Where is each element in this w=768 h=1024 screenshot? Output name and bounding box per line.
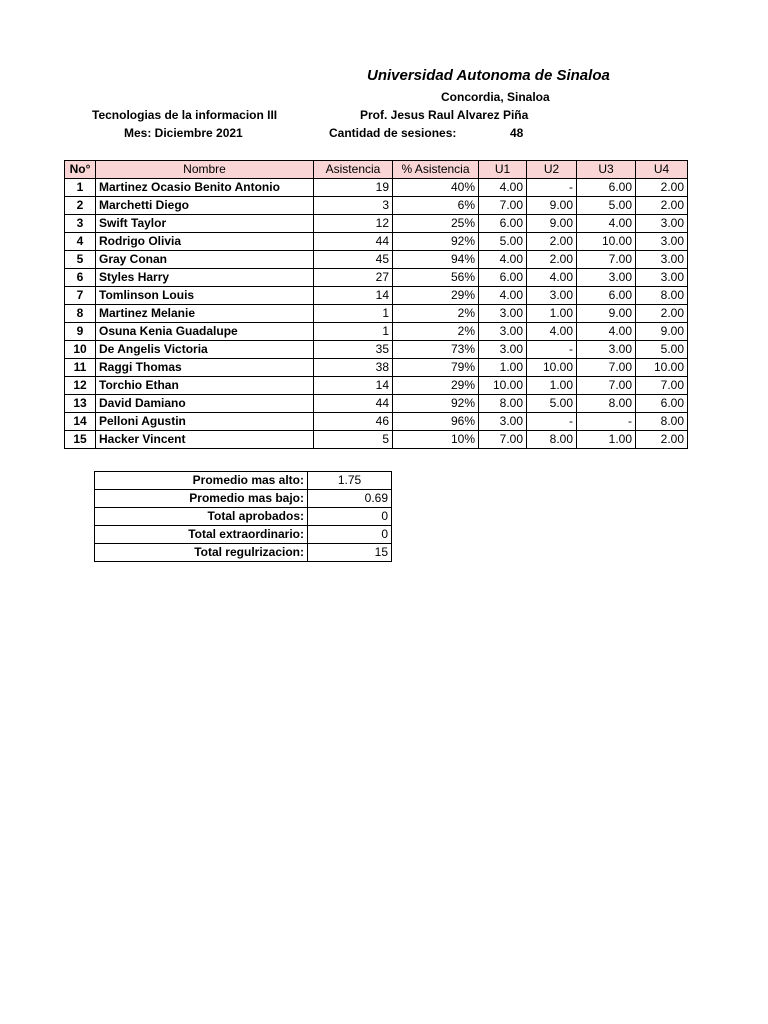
table-row [65,431,688,449]
cell-no: 14 [65,413,96,431]
cell-no: 12 [65,377,96,395]
cell-u3: 3.00 [577,341,636,359]
cell-nombre: Gray Conan [96,251,314,269]
grades-table [64,160,688,449]
cell-nombre: Martinez Melanie [96,305,314,323]
cell-u1: 6.00 [479,269,527,287]
cell-u4: 7.00 [636,377,688,395]
cell-u2: 9.00 [527,215,577,233]
cell-u1: 4.00 [479,251,527,269]
cell-u2: 2.00 [527,233,577,251]
cell-u4: 2.00 [636,197,688,215]
cell-asistencia: 46 [314,413,393,431]
cell-u4: 3.00 [636,269,688,287]
column-header-u3: U3 [577,161,636,179]
column-header-u1: U1 [479,161,527,179]
table-row [65,215,688,233]
cell-pct-asistencia: 29% [393,377,479,395]
column-header-pct-asistencia: % Asistencia [393,161,479,179]
cell-u4: 8.00 [636,287,688,305]
table-row [65,359,688,377]
cell-u1: 4.00 [479,179,527,197]
cell-pct-asistencia: 25% [393,215,479,233]
cell-u3: 9.00 [577,305,636,323]
cell-u2: - [527,413,577,431]
table-row [65,197,688,215]
cell-nombre: Marchetti Diego [96,197,314,215]
cell-u2: 8.00 [527,431,577,449]
table-row [65,377,688,395]
summary-value: 15 [308,544,392,562]
summary-label: Total extraordinario: [95,526,308,544]
cell-u1: 10.00 [479,377,527,395]
table-row [65,179,688,197]
cell-u2: 4.00 [527,323,577,341]
university-title: Universidad Autonoma de Sinaloa [367,67,610,84]
cell-no: 3 [65,215,96,233]
cell-u2: 1.00 [527,305,577,323]
cell-u2: 4.00 [527,269,577,287]
cell-u4: 3.00 [636,233,688,251]
cell-u1: 7.00 [479,431,527,449]
column-header-no: No° [65,161,96,179]
course-name: Tecnologias de la informacion III [92,108,278,122]
cell-pct-asistencia: 29% [393,287,479,305]
cell-nombre: Tomlinson Louis [96,287,314,305]
cell-u4: 2.00 [636,305,688,323]
cell-u1: 3.00 [479,413,527,431]
column-header-u4: U4 [636,161,688,179]
cell-u1: 1.00 [479,359,527,377]
cell-u3: 5.00 [577,197,636,215]
column-header-nombre: Nombre [96,161,314,179]
cell-pct-asistencia: 2% [393,305,479,323]
cell-no: 11 [65,359,96,377]
cell-u4: 10.00 [636,359,688,377]
cell-u2: 2.00 [527,251,577,269]
cell-no: 5 [65,251,96,269]
cell-nombre: Styles Harry [96,269,314,287]
cell-u4: 3.00 [636,251,688,269]
table-row [65,233,688,251]
cell-u2: 9.00 [527,197,577,215]
cell-asistencia: 14 [314,287,393,305]
cell-asistencia: 12 [314,215,393,233]
cell-u3: 10.00 [577,233,636,251]
cell-pct-asistencia: 94% [393,251,479,269]
cell-u4: 2.00 [636,431,688,449]
table-row [65,323,688,341]
cell-nombre: De Angelis Victoria [96,341,314,359]
cell-u4: 9.00 [636,323,688,341]
cell-u3: 1.00 [577,431,636,449]
cell-u1: 3.00 [479,323,527,341]
cell-u1: 5.00 [479,233,527,251]
summary-value: 0.69 [308,490,392,508]
cell-u2: 3.00 [527,287,577,305]
summary-label: Total regulrizacion: [95,544,308,562]
table-row [65,341,688,359]
summary-value: 0 [308,508,392,526]
cell-pct-asistencia: 56% [393,269,479,287]
cell-u1: 4.00 [479,287,527,305]
column-header-u2: U2 [527,161,577,179]
summary-row [95,544,392,562]
cell-u3: 7.00 [577,359,636,377]
cell-no: 2 [65,197,96,215]
cell-nombre: David Damiano [96,395,314,413]
cell-u2: 5.00 [527,395,577,413]
sessions-value: 48 [510,126,524,140]
cell-no: 4 [65,233,96,251]
summary-label: Promedio mas bajo: [95,490,308,508]
cell-pct-asistencia: 79% [393,359,479,377]
cell-asistencia: 1 [314,305,393,323]
cell-nombre: Hacker Vincent [96,431,314,449]
cell-pct-asistencia: 40% [393,179,479,197]
cell-pct-asistencia: 10% [393,431,479,449]
summary-row [95,490,392,508]
cell-u1: 3.00 [479,341,527,359]
cell-pct-asistencia: 92% [393,233,479,251]
table-row [65,413,688,431]
cell-u1: 6.00 [479,215,527,233]
table-row [65,305,688,323]
summary-value: 1.75 [308,472,392,490]
cell-no: 9 [65,323,96,341]
location-text: Concordia, Sinaloa [441,90,550,104]
cell-nombre: Raggi Thomas [96,359,314,377]
cell-nombre: Pelloni Agustin [96,413,314,431]
cell-u3: 7.00 [577,377,636,395]
cell-u3: 4.00 [577,215,636,233]
cell-nombre: Rodrigo Olivia [96,233,314,251]
cell-u4: 5.00 [636,341,688,359]
cell-u4: 2.00 [636,179,688,197]
cell-asistencia: 19 [314,179,393,197]
cell-no: 15 [65,431,96,449]
cell-pct-asistencia: 96% [393,413,479,431]
cell-pct-asistencia: 2% [393,323,479,341]
cell-u3: 8.00 [577,395,636,413]
column-header-asistencia: Asistencia [314,161,393,179]
cell-pct-asistencia: 92% [393,395,479,413]
cell-pct-asistencia: 73% [393,341,479,359]
cell-no: 7 [65,287,96,305]
cell-asistencia: 1 [314,323,393,341]
cell-nombre: Osuna Kenia Guadalupe [96,323,314,341]
sessions-label: Cantidad de sesiones: [329,126,457,140]
cell-u3: 3.00 [577,269,636,287]
cell-no: 1 [65,179,96,197]
cell-u3: - [577,413,636,431]
cell-nombre: Swift Taylor [96,215,314,233]
cell-asistencia: 44 [314,233,393,251]
cell-u4: 6.00 [636,395,688,413]
month-text: Mes: Diciembre 2021 [124,126,243,140]
cell-nombre: Torchio Ethan [96,377,314,395]
table-row [65,287,688,305]
summary-value: 0 [308,526,392,544]
table-row [65,251,688,269]
cell-pct-asistencia: 6% [393,197,479,215]
cell-asistencia: 3 [314,197,393,215]
cell-nombre: Martinez Ocasio Benito Antonio [96,179,314,197]
cell-u2: 1.00 [527,377,577,395]
cell-u3: 7.00 [577,251,636,269]
cell-no: 8 [65,305,96,323]
summary-table [94,471,392,562]
table-row [65,269,688,287]
cell-u3: 6.00 [577,287,636,305]
cell-asistencia: 44 [314,395,393,413]
cell-asistencia: 38 [314,359,393,377]
summary-row [95,472,392,490]
summary-label: Total aprobados: [95,508,308,526]
table-header-row [65,161,688,179]
cell-u4: 8.00 [636,413,688,431]
summary-label: Promedio mas alto: [95,472,308,490]
table-row [65,395,688,413]
cell-asistencia: 14 [314,377,393,395]
cell-asistencia: 45 [314,251,393,269]
cell-u1: 3.00 [479,305,527,323]
summary-row [95,508,392,526]
cell-u1: 7.00 [479,197,527,215]
professor-name: Prof. Jesus Raul Alvarez Piña [360,108,529,122]
cell-no: 10 [65,341,96,359]
cell-u2: - [527,179,577,197]
cell-u2: 10.00 [527,359,577,377]
cell-asistencia: 35 [314,341,393,359]
cell-u4: 3.00 [636,215,688,233]
cell-no: 13 [65,395,96,413]
cell-u1: 8.00 [479,395,527,413]
cell-u3: 6.00 [577,179,636,197]
cell-asistencia: 27 [314,269,393,287]
cell-u2: - [527,341,577,359]
summary-row [95,526,392,544]
cell-no: 6 [65,269,96,287]
cell-u3: 4.00 [577,323,636,341]
cell-asistencia: 5 [314,431,393,449]
